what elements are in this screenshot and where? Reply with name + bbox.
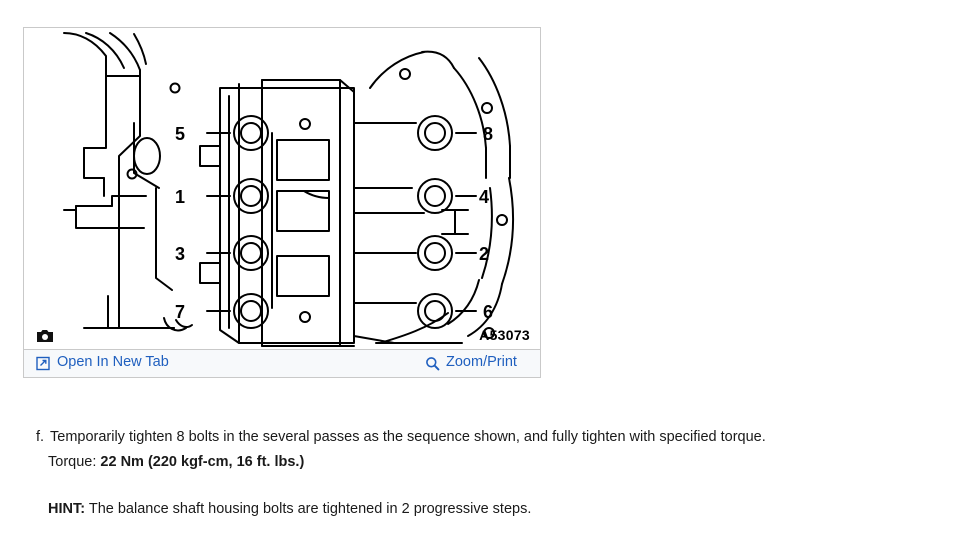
- bolt-number-2: 2: [478, 244, 490, 264]
- balance-shaft-housing-diagram: [24, 28, 540, 349]
- figure-toolbar: [24, 349, 540, 377]
- instruction-text-block: [36, 427, 946, 524]
- zoom-print-label: Zoom/Print: [446, 354, 517, 370]
- step-letter: f.: [36, 429, 45, 445]
- figure-image: [24, 28, 540, 349]
- step-text: Temporarily tighten 8 bolts in the several passes as the sequence shown, and fully tighten with specified torque.: [50, 429, 766, 445]
- torque-label: Torque:: [48, 454, 97, 471]
- zoom-print-link[interactable]: [425, 354, 517, 370]
- hint-line: [36, 499, 946, 520]
- bolt-number-3: 3: [174, 244, 186, 264]
- torque-value: 22 Nm (220 kgf-cm, 16 ft. lbs.): [100, 454, 305, 471]
- hint-text: The balance shaft housing bolts are tightened in 2 progressive steps.: [88, 501, 532, 518]
- bolt-number-6: 6: [482, 302, 494, 322]
- step-paragraph: [36, 427, 946, 448]
- figure-panel: [23, 27, 541, 378]
- hint-label: HINT:: [48, 501, 86, 518]
- open-in-new-tab-label: Open In New Tab: [57, 354, 169, 370]
- figure-code: A53073: [479, 327, 530, 343]
- torque-line: [36, 452, 946, 473]
- bolt-number-4: 4: [478, 187, 490, 207]
- open-in-new-tab-icon: [36, 356, 51, 371]
- bolt-number-8: 8: [482, 124, 494, 144]
- bolt-number-5: 5: [174, 124, 186, 144]
- open-in-new-tab-link[interactable]: [36, 354, 169, 370]
- magnifier-icon: [425, 356, 440, 371]
- bolt-number-7: 7: [174, 302, 186, 322]
- camera-icon: [36, 329, 54, 343]
- bolt-number-1: 1: [174, 187, 186, 207]
